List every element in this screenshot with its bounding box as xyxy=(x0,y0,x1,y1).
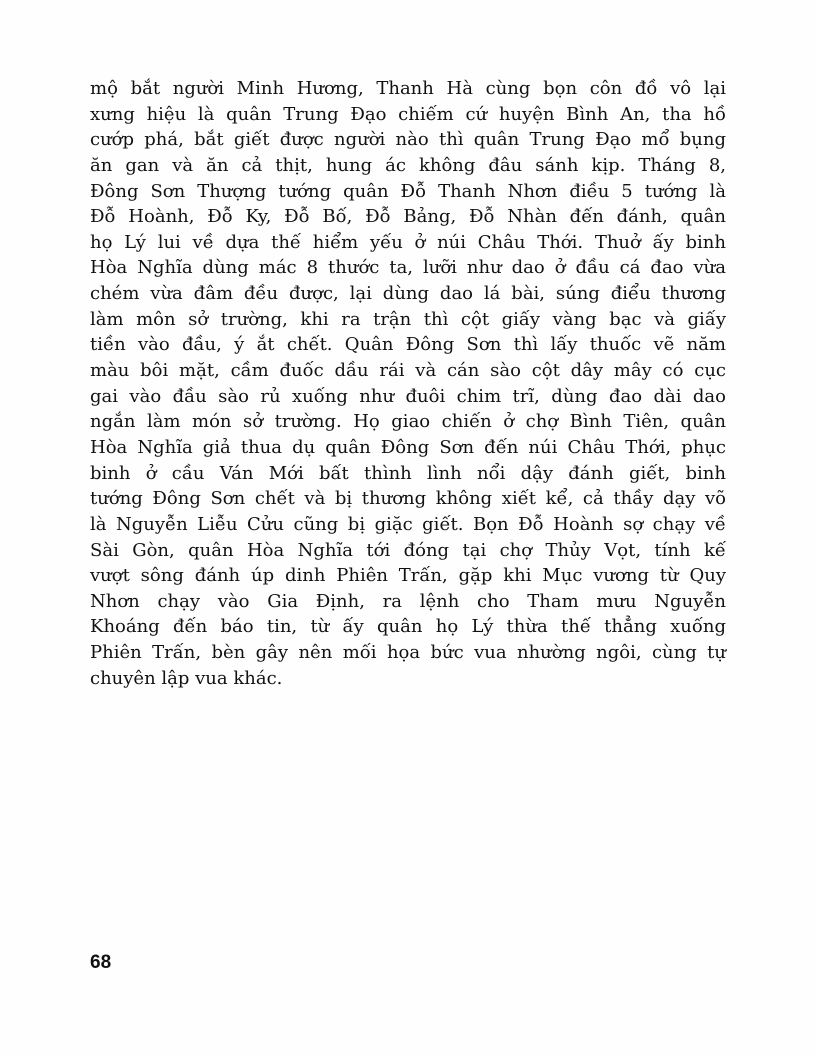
text-line: Khoáng đến báo tin, từ ấy quân họ Lý thừa thế thẳng xuống xyxy=(90,616,726,638)
text-line: là Nguyễn Liễu Cửu cũng bị giặc giết. Bọn Đỗ Hoành sợ chạy về xyxy=(90,513,726,535)
text-line-last: chuyên lập vua khác. xyxy=(90,667,283,689)
text-line: vượt sông đánh úp dinh Phiên Trấn, gặp khi Mục vương từ Quy xyxy=(90,565,726,587)
body-text xyxy=(90,76,726,691)
text-line: ăn gan và ăn cả thịt, hung ác không đâu sánh kịp. Tháng 8, xyxy=(90,154,726,176)
text-line: màu bôi mặt, cầm đuốc dầu rái và cán sào cột dây mây có cục xyxy=(90,360,726,382)
text-line: Đỗ Hoành, Đỗ Ky, Đỗ Bố, Đỗ Bảng, Đỗ Nhàn đến đánh, quân xyxy=(90,206,726,228)
text-line: tiền vào đầu, ý ắt chết. Quân Đông Sơn thì lấy thuốc vẽ năm xyxy=(90,334,726,356)
text-line: Đông Sơn Thượng tướng quân Đỗ Thanh Nhơn điều 5 tướng là xyxy=(90,180,726,202)
text-line: binh ở cầu Ván Mới bất thình lình nổi dậy đánh giết, binh xyxy=(90,462,726,484)
text-line: Nhơn chạy vào Gia Định, ra lệnh cho Tham mưu Nguyễn xyxy=(90,590,726,612)
text-line: tướng Đông Sơn chết và bị thương không xiết kể, cả thầy dạy võ xyxy=(90,488,726,510)
text-line: xưng hiệu là quân Trung Đạo chiếm cứ huyện Bình An, tha hồ xyxy=(90,103,726,125)
text-line: họ Lý lui về dựa thế hiểm yếu ở núi Châu Thới. Thuở ấy binh xyxy=(90,231,726,253)
text-line: chém vừa đâm đều được, lại dùng dao lá bài, súng điểu thương xyxy=(90,283,726,305)
page-number: 68 xyxy=(90,952,112,973)
text-line: ngắn làm món sở trường. Họ giao chiến ở chợ Bình Tiên, quân xyxy=(90,411,726,433)
text-line: làm môn sở trường, khi ra trận thì cột giấy vàng bạc và giấy xyxy=(90,308,726,330)
text-line: mộ bắt người Minh Hương, Thanh Hà cùng bọn côn đồ vô lại xyxy=(90,78,726,99)
text-line: cướp phá, bắt giết được người nào thì quân Trung Đạo mổ bụng xyxy=(90,129,726,151)
text-line: Hòa Nghĩa dùng mác 8 thước ta, lưỡi như dao ở đầu cá đao vừa xyxy=(90,257,726,279)
text-line: Sài Gòn, quân Hòa Nghĩa tới đóng tại chợ Thủy Vọt, tính kế xyxy=(90,539,726,561)
text-line: Phiên Trấn, bèn gây nên mối họa bức vua nhường ngôi, cùng tự xyxy=(90,642,726,664)
text-line: gai vào đầu sào rủ xuống như đuôi chim trĩ, dùng đao dài dao xyxy=(90,385,726,407)
text-line: Hòa Nghĩa giả thua dụ quân Đông Sơn đến núi Châu Thới, phục xyxy=(90,436,726,458)
